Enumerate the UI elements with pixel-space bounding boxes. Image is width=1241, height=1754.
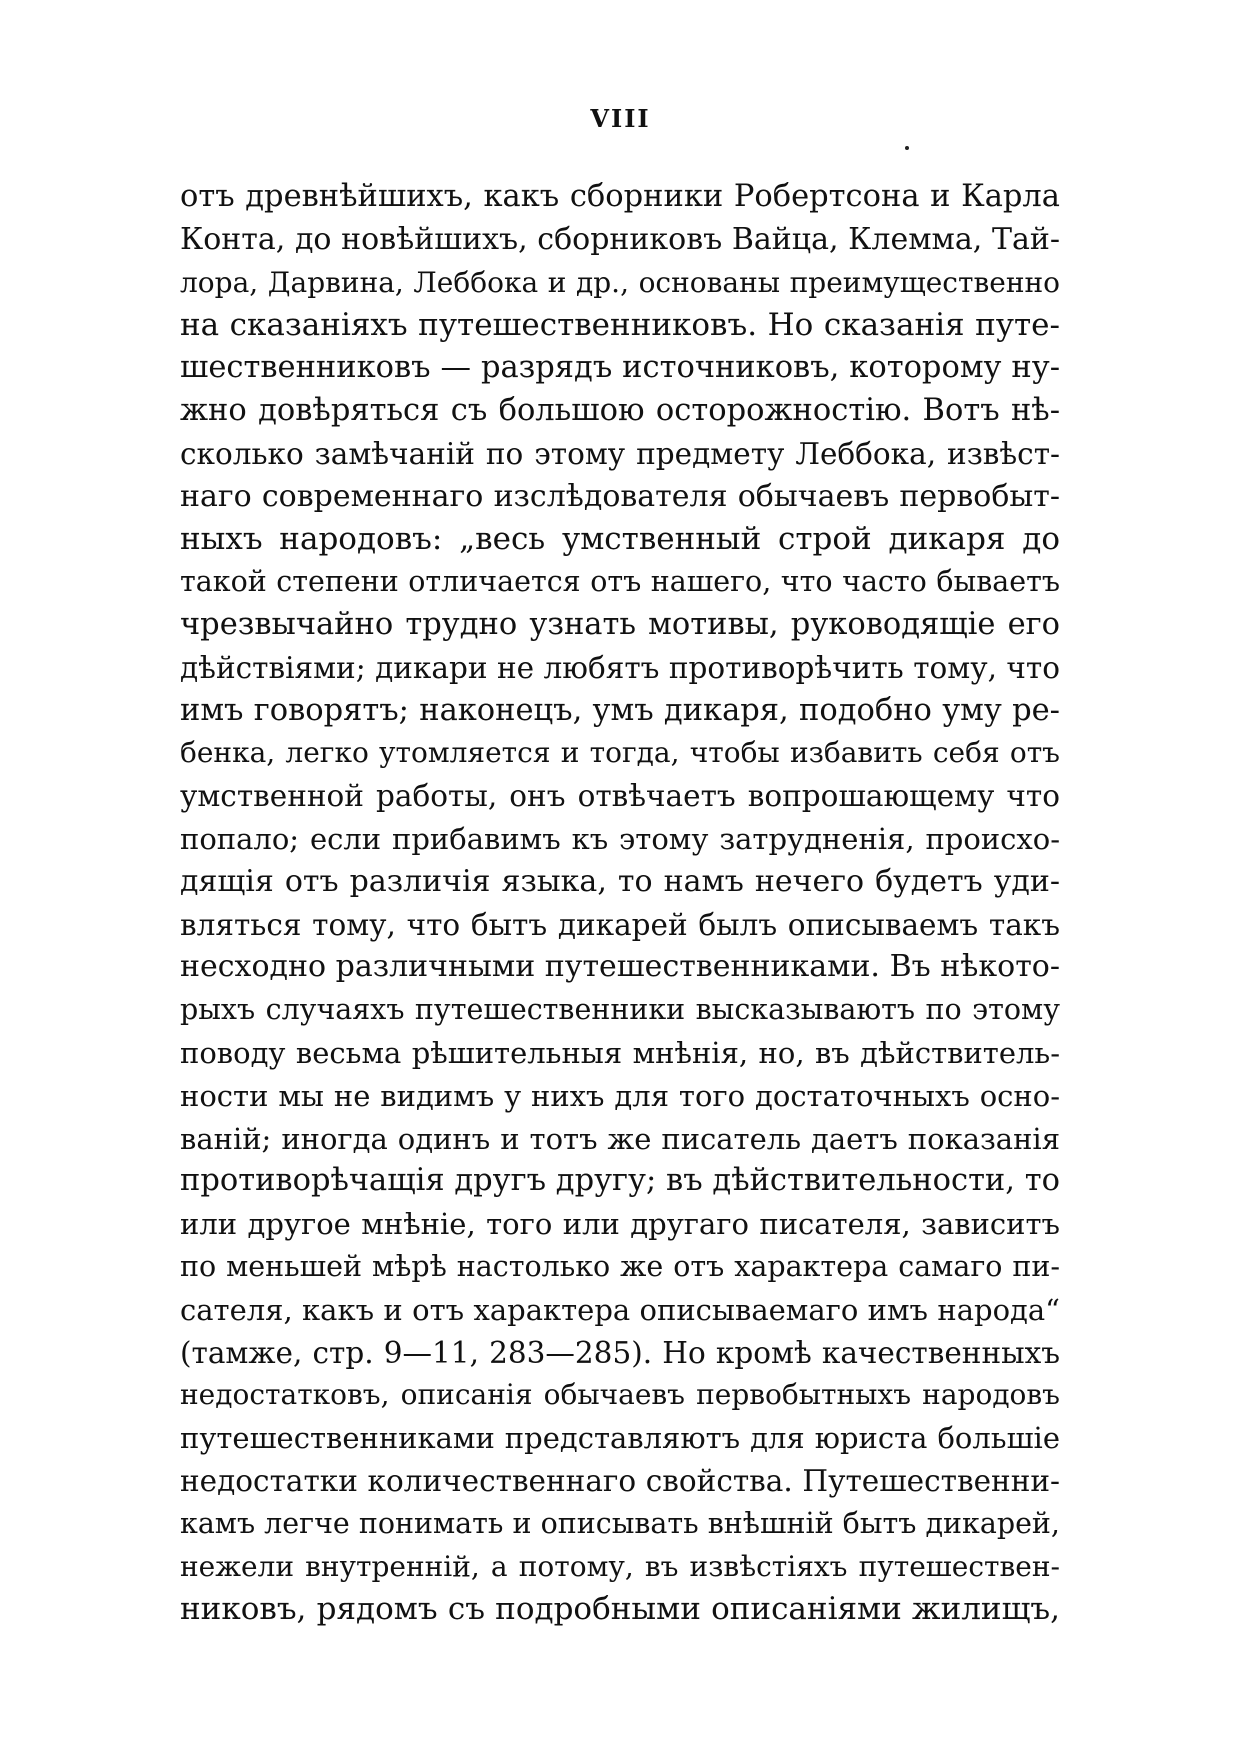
text-line: ныхъ народовъ: „весь умственный строй дикаря до <box>180 521 1060 558</box>
body-text <box>180 176 1060 1631</box>
text-line: умственной работы, онъ отвѣчаетъ вопрошающему что <box>180 779 1060 814</box>
text-line: чрезвычайно трудно узнать мотивы, руководящіе его <box>180 606 1060 642</box>
text-line: противорѣчащія другъ другу; въ дѣйствительности, то <box>180 1163 1060 1199</box>
text-line: лора, Дарвина, Леббока и др., основаны преимущественно <box>180 265 1060 299</box>
text-line: несходно различными путешественниками. Въ нѣкото- <box>180 949 1060 985</box>
text-line: вляться тому, что бытъ дикарей былъ описываемъ такъ <box>180 907 1060 942</box>
text-line: поводу весьма рѣшительныя мнѣнія, но, въ дѣйствитель- <box>180 1035 1060 1070</box>
text-line: (тамже, стр. 9—11, 283—285). Но кромѣ качественныхъ <box>180 1335 1060 1370</box>
text-line: жно довѣряться съ большою осторожностію. Вотъ нѣ- <box>180 392 1060 428</box>
text-line: имъ говорятъ; наконецъ, умъ дикаря, подобно уму ре- <box>180 692 1060 728</box>
text-line: нежели внутренній, а потому, въ извѣстіяхъ путешествен- <box>180 1549 1060 1583</box>
text-line: ваній; иногда одинъ и тотъ же писатель даетъ показанія <box>180 1121 1060 1156</box>
text-line: попало; если прибавимъ къ этому затрудненія, происхо- <box>180 821 1060 856</box>
text-line: или другое мнѣніе, того или другаго писателя, зависитъ <box>180 1207 1060 1242</box>
text-line: сателя, какъ и отъ характера описываемаго имъ народа“ <box>180 1292 1060 1327</box>
text-line: наго современнаго изслѣдователя обычаевъ первобыт- <box>180 478 1060 514</box>
text-line: рыхъ случаяхъ путешественники высказываютъ по этому <box>180 993 1060 1027</box>
text-line: Конта, до новѣйшихъ, сборниковъ Вайца, Клемма, Тай- <box>180 221 1060 257</box>
text-line: дѣйствіями; дикари не любятъ противорѣчить тому, что <box>180 650 1060 685</box>
text-line: такой степени отличается отъ нашего, что часто бываетъ <box>180 565 1060 599</box>
text-line: камъ легче понимать и описывать внѣшній бытъ дикарей, <box>180 1506 1060 1540</box>
ink-speck <box>905 146 909 150</box>
text-line: сколько замѣчаній по этому предмету Леббока, извѣст- <box>180 436 1060 471</box>
text-line: путешественниками представляютъ для юриста большіе <box>180 1421 1060 1456</box>
text-line: по меньшей мѣрѣ настолько же отъ характера самаго пи- <box>180 1249 1060 1283</box>
text-line: никовъ, рядомъ съ подробными описаніями жилищъ, <box>180 1591 1060 1628</box>
text-line: отъ древнѣйшихъ, какъ сборники Робертсона и Карла <box>180 179 1060 214</box>
text-line: шественниковъ — разрядъ источниковъ, которому ну- <box>180 350 1060 386</box>
text-line: недостатки количественнаго свойства. Путешественни- <box>180 1463 1060 1498</box>
text-line: недостатковъ, описанія обычаевъ первобытныхъ народовъ <box>180 1378 1060 1412</box>
text-line: дящія отъ различія языка, то намъ нечего будетъ уди- <box>180 863 1060 899</box>
text-line: бенка, легко утомляется и тогда, чтобы избавить себя отъ <box>180 736 1060 770</box>
page-number: VIII <box>590 104 651 133</box>
text-line: ности мы не видимъ у нихъ для того достаточныхъ осно- <box>180 1078 1060 1113</box>
text-line: на сказаніяхъ путешественниковъ. Но сказанія путе- <box>180 307 1060 344</box>
